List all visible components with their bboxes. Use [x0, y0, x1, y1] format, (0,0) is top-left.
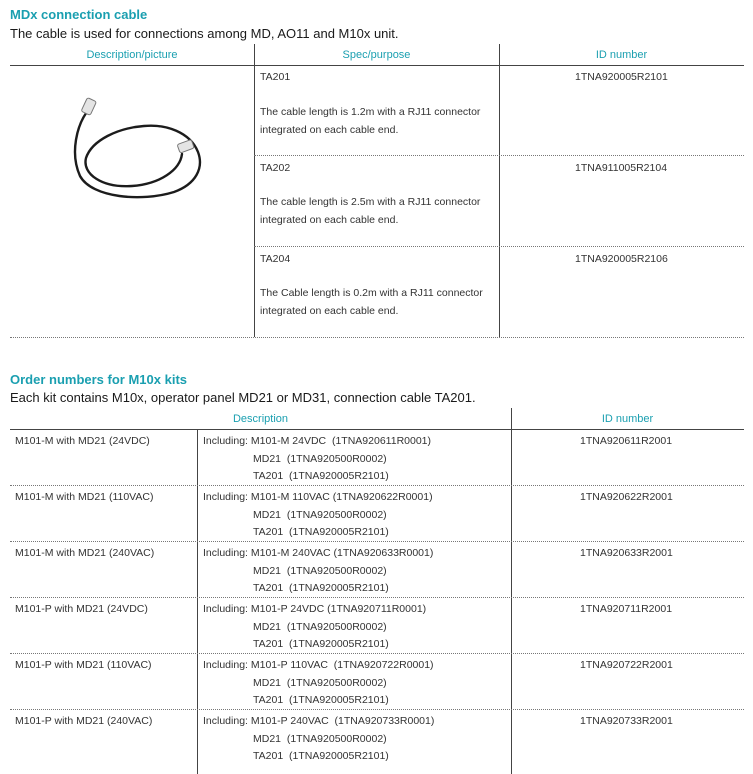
kit-contents-line: TA201 (1TNA920005R2101)	[253, 470, 389, 482]
kit-contents-line: Including: M101-M 24VDC (1TNA920611R0001)	[203, 435, 432, 447]
spec-description	[260, 193, 480, 229]
kit-contents-line: Including: M101-M 240VAC (1TNA920633R0001)	[203, 547, 434, 559]
table1-row-separator	[254, 246, 744, 247]
table1-divider-2	[499, 44, 500, 337]
spec-description	[260, 284, 483, 320]
kit-contents-line: TA201 (1TNA920005R2101)	[253, 694, 389, 706]
header-id-number: ID number	[595, 49, 648, 61]
cable-image	[62, 96, 207, 206]
kit-contents-line: Including: M101-P 24VDC (1TNA920711R0001)	[203, 603, 427, 615]
spec-description-line: integrated on each cable end.	[260, 124, 399, 136]
kit-id-number: 1TNA920733R2001	[580, 715, 673, 727]
kit-id-number: 1TNA920622R2001	[580, 491, 673, 503]
spec-code: TA202	[260, 162, 291, 174]
table2-header-rule	[10, 429, 744, 430]
kit-contents-line: TA201 (1TNA920005R2101)	[253, 582, 389, 594]
kit-contents-line: TA201 (1TNA920005R2101)	[253, 638, 389, 650]
spec-description-line: The cable length is 2.5m with a RJ11 connector	[260, 196, 481, 208]
kit-contents-line: TA201 (1TNA920005R2101)	[253, 750, 389, 762]
kit-contents-line: MD21 (1TNA920500R0002)	[253, 732, 387, 745]
spec-id-number: 1TNA911005R2104	[575, 162, 668, 174]
spec-code: TA201	[260, 71, 291, 83]
kit-id-number: 1TNA920722R2001	[580, 659, 673, 671]
kit-contents	[203, 433, 431, 486]
kit-name: M101-P with MD21 (24VDC)	[15, 603, 148, 615]
kit-contents-line: MD21 (1TNA920500R0002)	[253, 676, 387, 689]
kit-contents-line: MD21 (1TNA920500R0002)	[253, 508, 387, 521]
table1-header-rule	[10, 65, 744, 66]
spec-id-number: 1TNA920005R2101	[575, 71, 668, 83]
table1-bottom-rule	[10, 337, 744, 338]
kit-contents	[203, 489, 433, 542]
section2-title: Order numbers for M10x kits	[10, 372, 187, 387]
kit-name: M101-P with MD21 (110VAC)	[15, 659, 152, 671]
section1-subtitle: The cable is used for connections among MD, AO11 and M10x unit.	[10, 26, 399, 41]
spec-description-line: integrated on each cable end.	[260, 305, 399, 317]
spec-id-number: 1TNA920005R2106	[575, 253, 668, 265]
table2-divider-1	[197, 430, 198, 774]
kit-contents-line: MD21 (1TNA920500R0002)	[253, 620, 387, 633]
section1-title: MDx connection cable	[10, 7, 148, 22]
spec-description	[260, 103, 480, 139]
header-id-number: ID number	[601, 413, 654, 425]
kit-name: M101-M with MD21 (24VDC)	[15, 435, 150, 447]
kit-contents-line: TA201 (1TNA920005R2101)	[253, 526, 389, 538]
table1-divider-1	[254, 44, 255, 337]
header-spec-purpose: Spec/purpose	[342, 49, 411, 61]
kit-id-number: 1TNA920711R2001	[580, 603, 673, 615]
kit-contents	[203, 713, 434, 766]
spec-description-line: The Cable length is 0.2m with a RJ11 connector	[260, 287, 483, 299]
spec-code: TA204	[260, 253, 291, 265]
kit-name: M101-M with MD21 (240VAC)	[15, 547, 155, 559]
spec-description-line: The cable length is 1.2m with a RJ11 connector	[260, 106, 481, 118]
kit-contents-line: MD21 (1TNA920500R0002)	[253, 564, 387, 577]
spec-description-line: integrated on each cable end.	[260, 214, 399, 226]
kit-contents	[203, 545, 433, 598]
kit-id-number: 1TNA920611R2001	[580, 435, 673, 447]
kit-contents-line: Including: M101-P 110VAC (1TNA920722R0001)	[203, 659, 434, 671]
kit-name: M101-M with MD21 (110VAC)	[15, 491, 154, 503]
header-description-picture: Description/picture	[86, 49, 178, 61]
kit-contents-line: Including: M101-M 110VAC (1TNA920622R0001)	[203, 491, 433, 503]
kit-name: M101-P with MD21 (240VAC)	[15, 715, 153, 727]
table1-row-separator	[254, 155, 744, 156]
header-description: Description	[232, 413, 289, 425]
kit-contents-line: MD21 (1TNA920500R0002)	[253, 452, 387, 465]
table2-divider-2	[511, 408, 512, 774]
section2-subtitle: Each kit contains M10x, operator panel MD21 or MD31, connection cable TA201.	[10, 390, 476, 405]
kit-id-number: 1TNA920633R2001	[580, 547, 673, 559]
kit-contents-line: Including: M101-P 240VAC (1TNA920733R0001)	[203, 715, 435, 727]
kit-contents	[203, 657, 434, 710]
kit-contents	[203, 601, 426, 654]
